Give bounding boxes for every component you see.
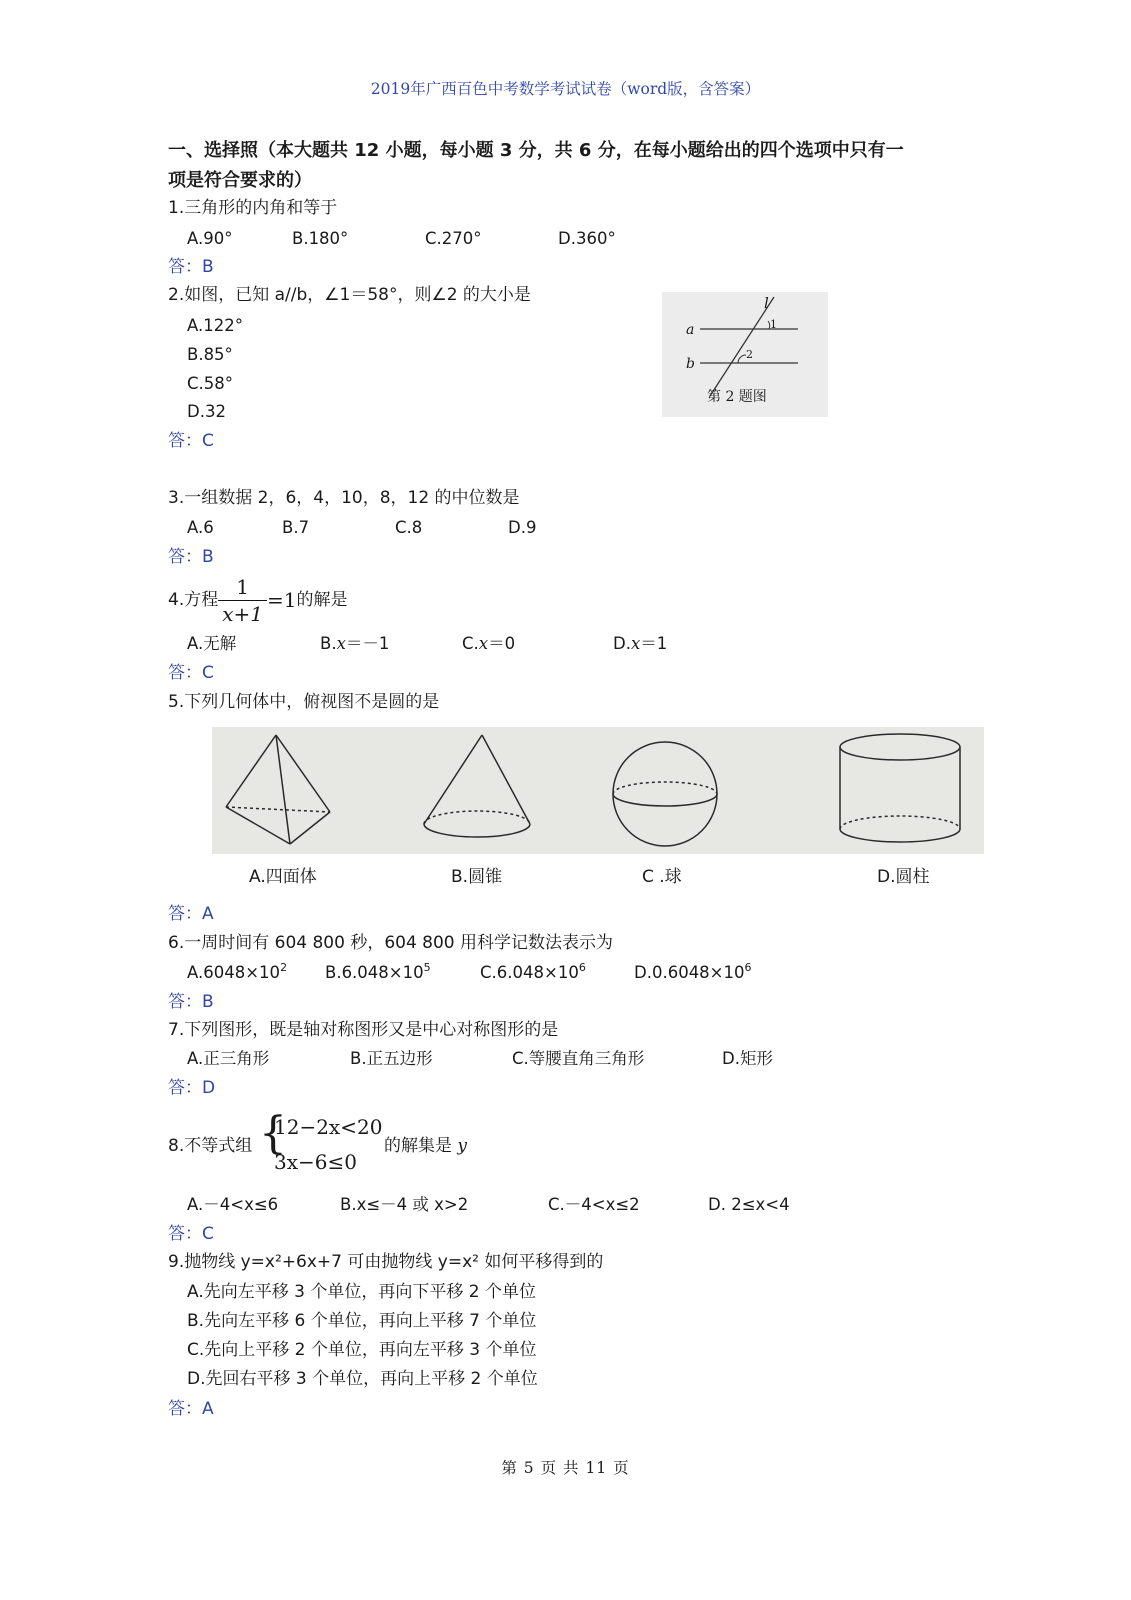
q1-option-a: A.90° bbox=[187, 229, 233, 248]
question-8-stem-prefix: 8.不等式组 bbox=[168, 1136, 253, 1156]
q7-answer: 答：D bbox=[168, 1078, 216, 1098]
q9-option-a: A.先向左平移 3 个单位，再向下平移 2 个单位 bbox=[187, 1282, 536, 1302]
question-7-stem: 7.下列图形，既是轴对称图形又是中心对称图形的是 bbox=[168, 1020, 559, 1040]
q1-option-d: D.360° bbox=[558, 229, 616, 248]
q4-answer: 答：C bbox=[168, 663, 214, 683]
q5-option-d: D.圆柱 bbox=[877, 867, 930, 887]
q8-brace: { bbox=[259, 1108, 287, 1159]
q5-answer: 答：A bbox=[168, 904, 214, 924]
q6-option-b: $B.6.048\times 10^5$ bbox=[325, 961, 431, 982]
figure-caption: 第 2 题图 bbox=[707, 389, 767, 405]
q5-solids-figure bbox=[212, 727, 984, 854]
q4-fraction bbox=[218, 576, 267, 625]
document-header: 2019年广西百色中考数学考试试卷（word版，含答案） bbox=[370, 80, 761, 98]
question-9-stem: 9.抛物线 y=x²+6x+7 可由抛物线 y=x² 如何平移得到的 bbox=[168, 1252, 604, 1272]
q8-inequality-2: 3x−6≤0 bbox=[274, 1150, 357, 1174]
question-6-stem: 6.一周时间有 604 800 秒，604 800 用科学记数法表示为 bbox=[168, 933, 614, 953]
q8-answer: 答：C bbox=[168, 1224, 214, 1244]
q6-option-c: $C.6.048\times 10^6$ bbox=[480, 961, 586, 982]
q9-option-d: D.先回右平移 3 个单位，再向上平移 2 个单位 bbox=[187, 1369, 538, 1389]
q1-option-c: C.270° bbox=[425, 229, 482, 248]
q8-stem-suffix: 的解集是 y bbox=[384, 1136, 468, 1156]
line-a-label: a bbox=[686, 322, 695, 338]
q4-option-c: C.x＝0 bbox=[462, 634, 516, 653]
q5-option-b: B.圆锥 bbox=[451, 867, 503, 887]
q4-equation-rhs: =1 bbox=[267, 588, 297, 612]
q2-option-d: D.32 bbox=[187, 402, 226, 421]
q2-figure bbox=[662, 292, 828, 417]
q3-option-b: B.7 bbox=[282, 518, 310, 537]
section-title: 一、选择照（本大题共 12 小题，每小题 3 分，共 6 分，在每小题给出的四个选项中只有一 bbox=[168, 140, 904, 161]
q9-answer: 答：A bbox=[168, 1399, 214, 1419]
section-title-cont: 项是符合要求的） bbox=[168, 170, 312, 191]
q4-stem-prefix: 4.方程 bbox=[168, 589, 219, 610]
q7-option-d: D.矩形 bbox=[722, 1049, 773, 1068]
line-l-label: l bbox=[764, 294, 769, 312]
q2-answer: 答：C bbox=[168, 431, 214, 451]
q6-answer: 答：B bbox=[168, 992, 214, 1012]
q5-option-a: A.四面体 bbox=[249, 867, 317, 887]
angle-2-label: 2 bbox=[746, 348, 753, 361]
angle-1-label: 1 bbox=[770, 318, 777, 331]
q9-option-b: B.先向左平移 6 个单位，再向上平移 7 个单位 bbox=[187, 1311, 537, 1331]
q7-option-b: B.正五边形 bbox=[350, 1049, 433, 1068]
q7-option-c: C.等腰直角三角形 bbox=[512, 1049, 645, 1068]
question-1-stem: 1.三角形的内角和等于 bbox=[168, 198, 338, 218]
q4-fraction-denominator: x+1 bbox=[222, 601, 263, 626]
q8-option-d: D. 2≤x<4 bbox=[708, 1195, 790, 1214]
q4-option-b: B.x＝－1 bbox=[320, 634, 390, 653]
q6-option-d: $D.0.6048\times 10^6$ bbox=[634, 961, 752, 982]
q3-option-a: A.6 bbox=[187, 518, 214, 537]
line-b-label: b bbox=[686, 356, 695, 372]
q8-option-c: C.－4<x≤2 bbox=[548, 1195, 640, 1214]
q9-option-c: C.先向上平移 2 个单位，再向左平移 3 个单位 bbox=[187, 1340, 537, 1360]
question-4-stem bbox=[168, 574, 347, 626]
q4-option-d: D.x＝1 bbox=[613, 634, 668, 653]
q3-answer: 答：B bbox=[168, 547, 214, 567]
q2-option-c: C.58° bbox=[187, 374, 234, 393]
page-footer: 第 5 页 共 11 页 bbox=[501, 1459, 630, 1477]
q4-stem-suffix: 的解是 bbox=[296, 589, 348, 610]
q2-option-a: A.122° bbox=[187, 316, 243, 335]
question-2-stem: 2.如图，已知 a//b，∠1＝58°，则∠2 的大小是 bbox=[168, 285, 531, 305]
question-5-stem: 5.下列几何体中，俯视图不是圆的是 bbox=[168, 692, 440, 712]
q7-option-a: A.正三角形 bbox=[187, 1049, 270, 1068]
question-3-stem: 3.一组数据 2，6，4，10，8，12 的中位数是 bbox=[168, 488, 520, 508]
q4-option-a: A.无解 bbox=[187, 634, 237, 653]
q8-inequality-1: 12−2x<20 bbox=[274, 1115, 383, 1139]
q8-option-a: A.－4<x≤6 bbox=[187, 1195, 279, 1214]
q6-option-a: $A.6048\times 10^2$ bbox=[187, 961, 288, 982]
q8-option-b: B.x≤－4 或 x>2 bbox=[340, 1195, 469, 1214]
q1-option-b: B.180° bbox=[292, 229, 349, 248]
q3-option-d: D.9 bbox=[508, 518, 537, 537]
q1-answer: 答：B bbox=[168, 257, 214, 277]
q5-option-c: C .球 bbox=[642, 867, 682, 887]
q3-option-c: C.8 bbox=[395, 518, 423, 537]
q2-option-b: B.85° bbox=[187, 345, 233, 364]
q4-fraction-numerator: 1 bbox=[218, 576, 267, 601]
